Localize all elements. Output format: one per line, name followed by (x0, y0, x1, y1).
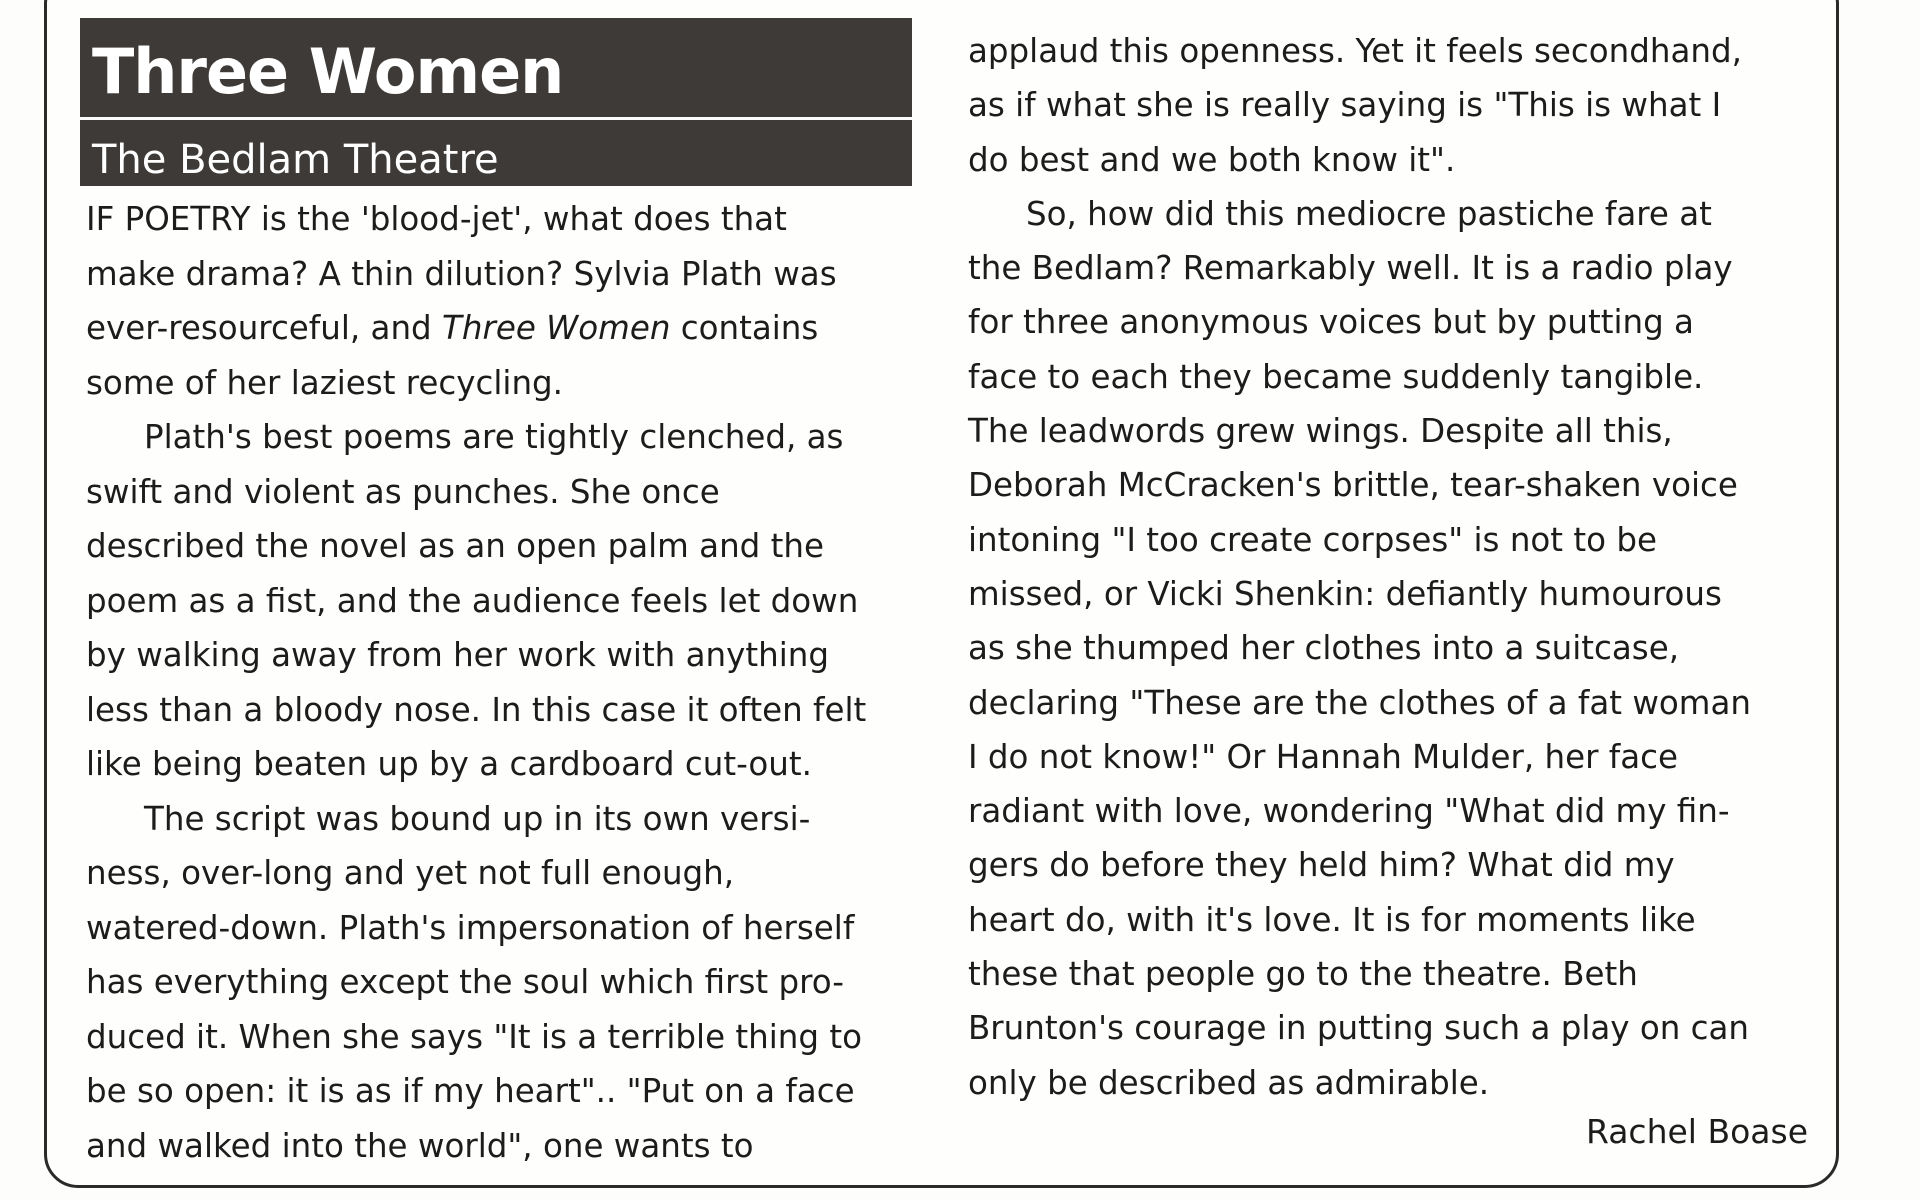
text-line: swift and violent as punches. She once (86, 472, 720, 511)
header-divider (80, 117, 912, 120)
text-line (86, 301, 866, 356)
header-box (80, 18, 912, 186)
author-byline: Rachel Boase (1586, 1112, 1808, 1151)
text-fragment: ever-resourceful, and (86, 309, 443, 347)
text-line: watered-down. Plath's impersonation of herself (86, 908, 855, 947)
text-line: applaud this openness. Yet it feels secondhand, (968, 32, 1742, 70)
text-line: intoning "I too create corpses" is not to be (968, 520, 1657, 559)
text-line: Deborah McCracken's brittle, tear-shaken voice (968, 466, 1738, 505)
text-line: The leadwords grew wings. Despite all this, (968, 412, 1673, 451)
text-line: like being beaten up by a cardboard cut-out. (86, 745, 812, 783)
article-title: Three Women (92, 35, 564, 108)
column-left (86, 192, 866, 1173)
text-line: declaring "These are the clothes of a fat woman (968, 683, 1751, 722)
text-line: do best and we both know it". (968, 140, 1456, 179)
text-line: I do not know!" Or Hannah Mulder, her face (968, 737, 1679, 776)
text-line: duced it. When she says "It is a terrible thing to (86, 1017, 862, 1056)
text-line: by walking away from her work with anything (86, 636, 829, 674)
text-line: ness, over-long and yet not full enough, (86, 854, 735, 892)
venue-subtitle: The Bedlam Theatre (92, 137, 499, 183)
text-line: Brunton's courage in putting such a play on can (968, 1009, 1750, 1048)
play-title-italic: Three Women (442, 309, 671, 347)
text-line: gers do before they held him? What did my (968, 846, 1675, 885)
text-line: The script was bound up in its own versi- (144, 799, 811, 838)
text-line: less than a bloody nose. In this case it often felt (86, 690, 867, 729)
text-line: and walked into the world", one wants to (86, 1126, 754, 1165)
column-right (968, 24, 1751, 1110)
text-line: some of her laziest recycling. (86, 363, 564, 402)
text-line: has everything except the soul which first pro- (86, 963, 844, 1001)
text-line: for three anonymous voices but by putting a (968, 303, 1694, 342)
text-line: only be described as admirable. (968, 1063, 1490, 1102)
text-line: radiant with love, wondering "What did my fin- (968, 792, 1730, 831)
text-line: missed, or Vicki Shenkin: defiantly humourous (968, 574, 1722, 613)
text-fragment: contains (670, 309, 819, 347)
text-line: make drama? A thin dilution? Sylvia Plath was (86, 254, 837, 293)
text-line: IF POETRY is the 'blood-jet', what does that (86, 200, 787, 238)
text-line: poem as a fist, and the audience feels let down (86, 581, 859, 620)
text-line: as she thumped her clothes into a suitcase, (968, 629, 1680, 668)
text-line: as if what she is really saying is "This is what I (968, 86, 1722, 125)
text-line: heart do, with it's love. It is for moments like (968, 900, 1696, 939)
text-line: face to each they became suddenly tangible. (968, 357, 1704, 396)
text-line: be so open: it is as if my heart".. "Put on a face (86, 1072, 855, 1110)
text-line: described the novel as an open palm and the (86, 527, 824, 565)
text-line: the Bedlam? Remarkably well. It is a radio play (968, 249, 1733, 288)
text-line: these that people go to the theatre. Beth (968, 955, 1638, 994)
text-line: So, how did this mediocre pastiche fare at (1026, 194, 1712, 233)
text-line: Plath's best poems are tightly clenched, as (144, 418, 844, 456)
